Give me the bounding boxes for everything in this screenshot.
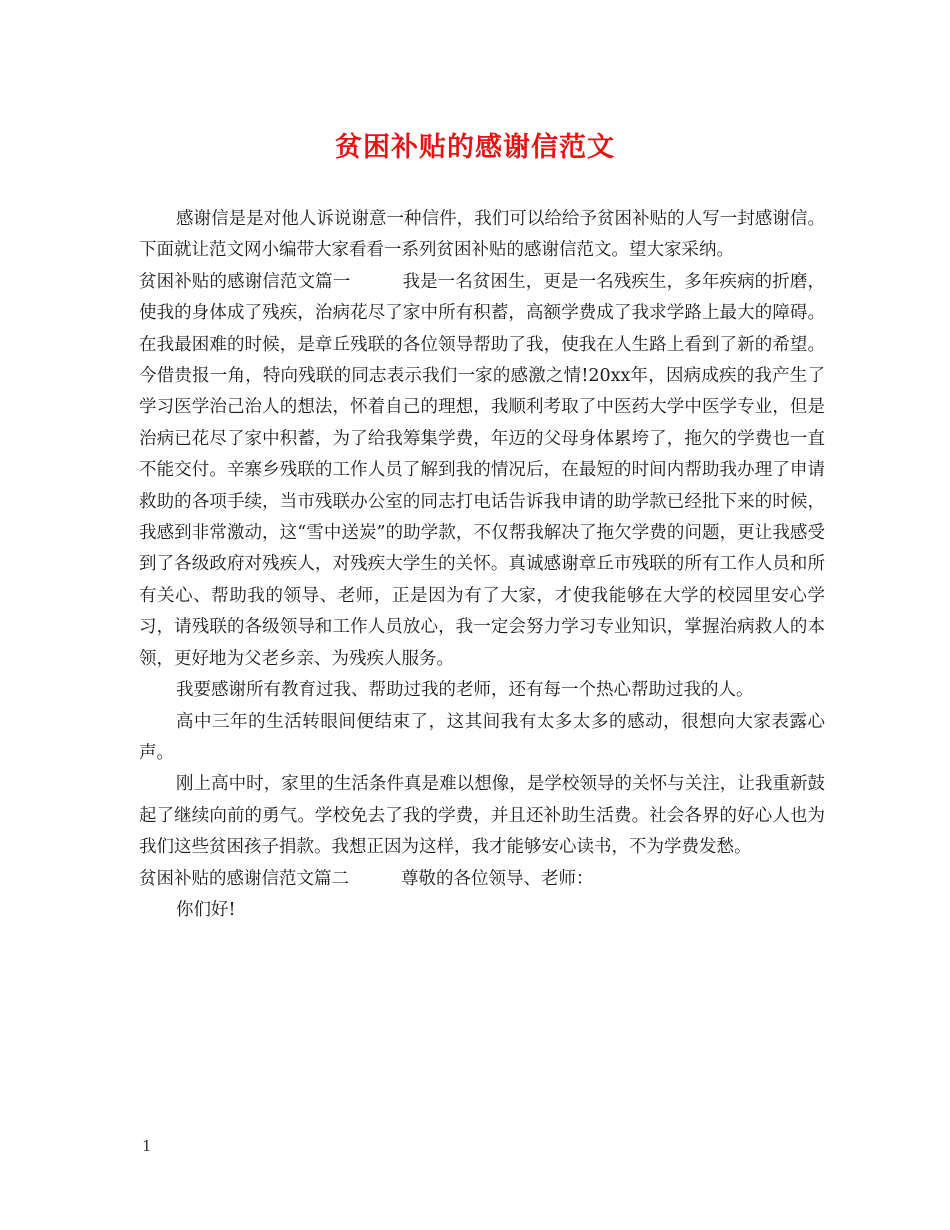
paragraph-high-school: 高中三年的生活转眼间便结束了，这其间我有太多太多的感动，很想向大家表露心声。 bbox=[139, 711, 825, 763]
section2-salutation: 尊敬的各位领导、老师： bbox=[401, 868, 594, 889]
page-number: 1 bbox=[142, 1137, 152, 1155]
section1-heading: 贫困补贴的感谢信范文篇一 bbox=[139, 271, 351, 292]
section1-paragraph bbox=[139, 267, 825, 675]
section2-heading: 贫困补贴的感谢信范文篇二 bbox=[139, 868, 349, 889]
section1-text: 我是一名贫困生，更是一名残疾生，多年疾病的折磨，使我的身体成了残疾，治病花尽了家中所有积蓄，高额学费成了我求学路上最大的障碍。在我最困难的时候，是章丘残联的各位领导帮助了我，使我在人生路上看到了新的希望。今借贵报一角，特向残联的同志表示我们一家的感激之情!20xx年，因病成疾的我产生了学习医学治己治人的想法，怀着自己的理想，我顺利考取了中医药大学中医学专业，但是治病已花尽了家中积蓄，为了给我筹集学费，年迈的父母身体累垮了，拖欠的学费也一直不能交付。辛寨乡残联的工作人员了解到我的情况后，在最短的时间内帮助我办理了申请救助的各项手续，当市残联办公室的同志打电话告诉我申请的助学款已经批下来的时候，我感到非常激动，这“雪中送炭”的助学款，不仅帮我解决了拖欠学费的问题，更让我感受到了各级政府对残疾人，对残疾大学生的关怀。真诚感谢章丘市残联的所有工作人员和所有关心、帮助我的领导、老师，正是因为有了大家，才使我能够在大学的校园里安心学习，请残联的各级领导和工作人员放心，我一定会努力学习专业知识，掌握治病救人的本领，更好地为父老乡亲、为残疾人服务。 bbox=[139, 271, 826, 669]
paragraph-thanks-teachers: 我要感谢所有教育过我、帮助过我的老师，还有每一个热心帮助过我的人。 bbox=[176, 680, 754, 701]
section2-paragraph bbox=[139, 864, 825, 895]
document-body bbox=[139, 204, 825, 926]
greeting-paragraph: 你们好! bbox=[176, 899, 236, 920]
intro-paragraph: 感谢信是是对他人诉说谢意一种信件，我们可以给给予贫困补贴的人写一封感谢信。下面就让范文网小编带大家看看一系列贫困补贴的感谢信范文。望大家采纳。 bbox=[139, 209, 825, 261]
document-title: 贫困补贴的感谢信范文 bbox=[335, 132, 615, 163]
paragraph-school-support: 刚上高中时，家里的生活条件真是难以想像，是学校领导的关怀与关注，让我重新鼓起了继续向前的勇气。学校免去了我的学费，并且还补助生活费。社会各界的好心人也为我们这些贫困孩子捐款。我想正因为这样，我才能够安心读书，不为学费发愁。 bbox=[139, 774, 825, 858]
